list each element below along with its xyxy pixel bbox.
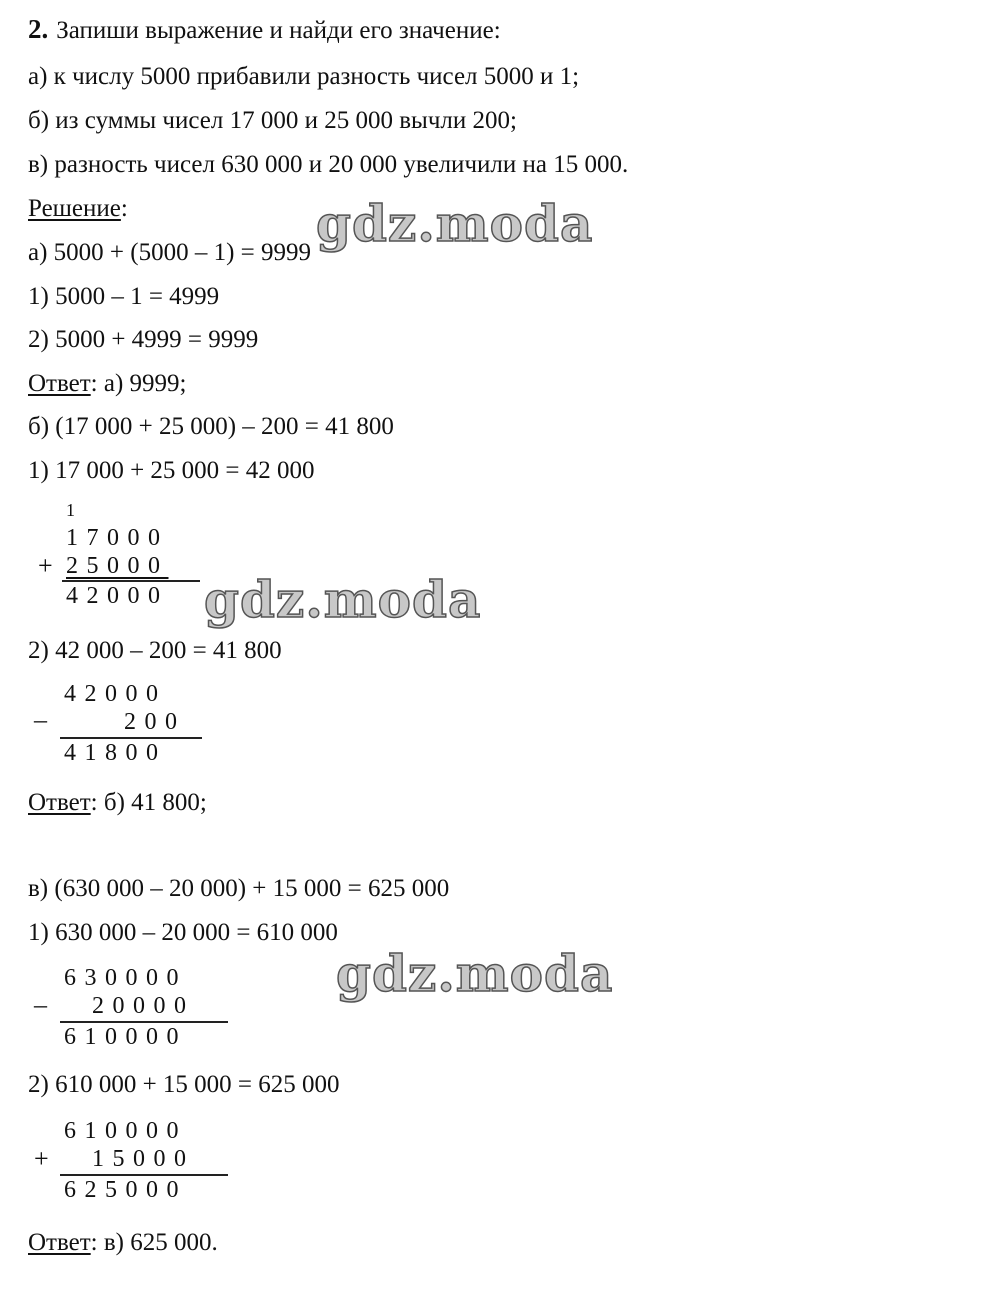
task-number: 2.	[28, 14, 49, 44]
column-addition-b	[38, 496, 208, 616]
carry-digit: 1	[66, 500, 84, 520]
plus-sign: +	[38, 551, 53, 580]
solution-c-step2: 2) 610 000 + 15 000 = 625 000	[28, 1071, 340, 1098]
solution-b-step2: 2) 42 000 – 200 = 41 800	[28, 637, 282, 664]
task-item-a: а) к числу 5000 прибавили разность чисел 5000 и 1;	[28, 63, 580, 90]
answer-c	[28, 1228, 218, 1258]
column-top-number: 42000	[64, 681, 167, 707]
solution-a-step2: 2) 5000 + 4999 = 9999	[28, 326, 259, 353]
answer-label: Ответ	[28, 1229, 91, 1256]
column-bottom-number: 20000	[92, 993, 195, 1019]
column-result-number: 41800	[64, 740, 167, 766]
column-bottom-number: 15000	[92, 1146, 195, 1172]
answer-label: Ответ	[28, 370, 91, 397]
answer-b	[28, 788, 207, 818]
answer-value: : в) 625 000.	[90, 1229, 218, 1256]
answer-label: Ответ	[28, 789, 91, 816]
task-prompt: Запиши выражение и найди его значение:	[56, 17, 501, 44]
column-result-number: 42000	[66, 583, 169, 609]
column-top-number: 630000	[64, 965, 187, 991]
plus-sign: +	[34, 1144, 49, 1173]
column-top-number: 17000	[66, 525, 169, 551]
solution-c-expression: в) (630 000 – 20 000) + 15 000 = 625 000	[28, 875, 450, 902]
solution-b-expression: б) (17 000 + 25 000) – 200 = 41 800	[28, 413, 394, 440]
answer-a	[28, 369, 187, 399]
solution-a-expression: а) 5000 + (5000 – 1) = 9999	[28, 239, 312, 266]
column-bottom-number: 25000	[66, 553, 169, 579]
answer-value: : б) 41 800;	[90, 789, 207, 816]
solution-b-step1: 1) 17 000 + 25 000 = 42 000	[28, 457, 315, 484]
column-result-number: 610000	[64, 1024, 187, 1050]
task-item-b: б) из суммы чисел 17 000 и 25 000 вычли 200;	[28, 107, 517, 134]
column-result-number: 625000	[64, 1177, 187, 1203]
minus-sign: –	[34, 990, 47, 1019]
answer-value: : а) 9999;	[90, 370, 187, 397]
column-subtraction-c	[34, 964, 244, 1060]
watermark: gdz.moda	[316, 194, 594, 253]
solution-c-step1: 1) 630 000 – 20 000 = 610 000	[28, 919, 338, 946]
column-top-number: 610000	[64, 1118, 187, 1144]
column-subtraction-b	[34, 680, 214, 776]
watermark: gdz.moda	[336, 944, 614, 1003]
solution-label: Решение	[28, 195, 121, 222]
solution-label-suffix: :	[120, 195, 128, 222]
watermark: gdz.moda	[204, 570, 482, 629]
minus-sign: –	[34, 705, 47, 734]
task-heading	[28, 14, 501, 46]
solution-heading	[28, 194, 128, 224]
column-addition-c	[34, 1117, 244, 1213]
task-item-c: в) разность чисел 630 000 и 20 000 увеличили на 15 000.	[28, 151, 629, 178]
column-bottom-number: 200	[124, 709, 186, 735]
solution-a-step1: 1) 5000 – 1 = 4999	[28, 283, 220, 310]
